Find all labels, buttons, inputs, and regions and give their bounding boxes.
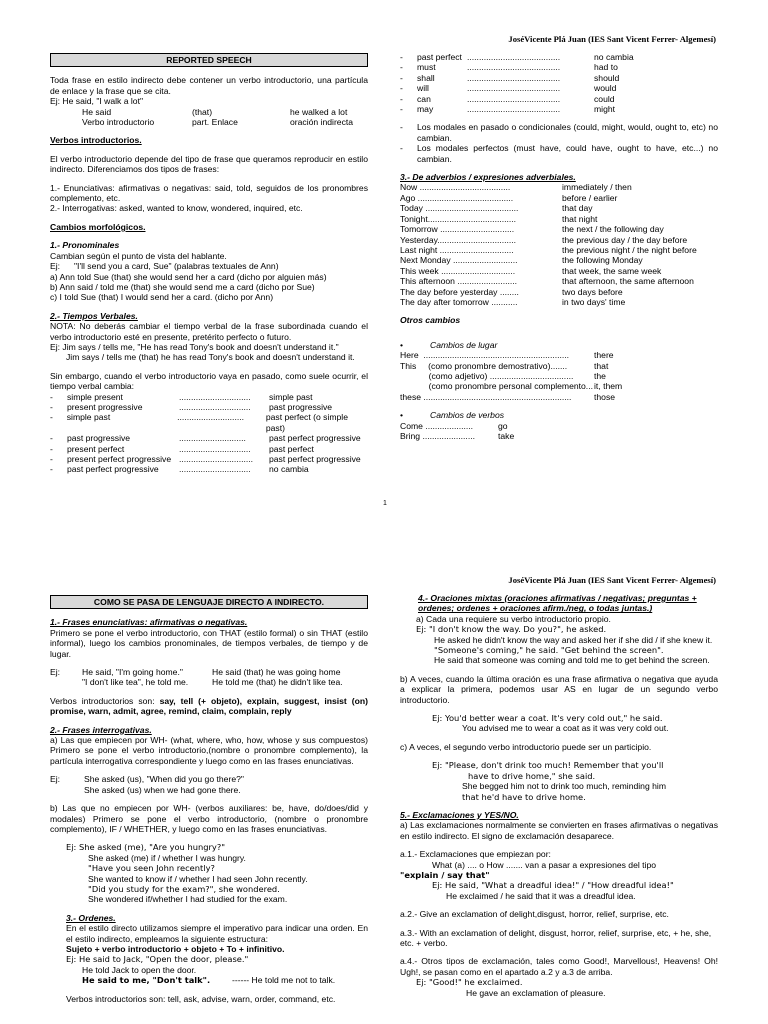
s4-b-example: You advised me to wear a coat as it was very cold out. [462,723,669,734]
example-line: She begged him not to drink too much, reminding him [462,781,666,792]
modal-from: past perfect [417,52,462,62]
modal-row [400,94,718,104]
left-column [50,53,368,475]
heading-ordenes: 3.- Ordenes. [66,912,116,923]
tense-row [50,392,368,402]
lugar-from: This (como pronombre demostrativo)....... [400,360,568,371]
s3-text: En el estilo directo utilizamos siempre el imperativo para indicar una orden. En el estilo indirecto, empleamos la siguiente estructura: [66,923,368,944]
verbo-to: go [498,420,508,431]
tense-row [50,444,368,454]
bullet-verbos: • Cambios de verbos [400,410,505,421]
example-line: "Did you study for the exam?", she wondered. [88,883,280,894]
modal-from: can [417,93,431,104]
s1-example: Ej: He said, "I'm going home." He said (that) he was going home [50,667,341,678]
s2-example: She asked (us) when we had gone there. [84,784,241,795]
adverb-row [400,203,718,213]
s3-example: He said to me, "Don't talk". ------ He told me not to talk. [82,975,336,986]
s1-text: Primero se pone el verbo introductorio, con THAT (estilo formal) o sin THAT (estilo informal), luego los cambios pronominales, de tiempos verbales, de tiempo y de lugar. [50,627,368,659]
adverb-to: the previous night / the night before [562,244,697,255]
modal-row [400,73,718,83]
s2-a: a) Las que empiecen por WH- (what, where, who, how, whose y sus compuestos) Primero se pone el verbo introductorio,(nombre o pronombre complemento), la partícula interrogativa correspondiente y luego como en las frases enunciativas. [50,735,368,766]
tense-row [50,464,368,474]
tense-to: past progressive [269,401,333,412]
modal-row [400,52,718,62]
heading-otros: Otros cambios [400,315,461,326]
verbo-from: Come .................... [400,420,474,431]
tense-from: present perfect [67,443,125,454]
s1-verbos: Verbos introductorios son: say, tell (+ objeto), explain, suggest, insist (on) promise, warn, admit, agree, remind, claim, complain, reply [50,695,368,717]
adverb-to: before / earlier [562,192,618,203]
adverb-from: This week ............................... [400,265,516,276]
lugar-list [400,350,718,402]
verbo-cambio-row [400,431,718,441]
tense-to: simple past [269,391,313,402]
modal-from: must [417,62,436,73]
adverb-from: Last night ............................... [400,244,514,255]
pron-item: c) I told Sue (that) I would send her a card. (dicho por Ann) [50,292,274,303]
adverb-row [400,287,718,297]
tense-row [50,402,368,412]
verbos-item: 1.- Enunciativas: afirmativas o negativas: said, told, seguidos de los pronombres complemento, etc. [50,182,368,204]
tense-dots: ............................... [179,454,254,464]
dash-mark: - [50,412,53,423]
adverb-to: that night [562,213,598,224]
adverb-row [400,297,718,307]
adverb-to: the next / the following day [562,224,664,235]
example-line: He said that someone was coming and told me to get behind the screen. [434,655,710,666]
s4-b-example: Ej: You'd better wear a coat. It's very cold out," he said. [432,713,663,724]
right-column [400,593,718,998]
modals-list [400,52,718,114]
verbos-text: El verbo introductorio depende del tipo de frase que queramos reproducir en estilo indirecto. Diferenciamos dos tipos de frases: [50,153,368,175]
verbo-cambio-row [400,421,718,431]
heading-pronominales: 1.- Pronominales [50,240,120,251]
tense-dots: .............................. [179,391,251,402]
s5-a1-c: "explain / say that" [400,869,490,880]
adverb-row [400,214,718,224]
adverb-to: that day [562,203,593,214]
s5-a1-example: He exclaimed / he said that it was a dreadful idea. [446,890,636,901]
heading-interrogativas: 2.- Frases interrogativas. [50,724,152,735]
dash-mark: - [50,433,53,444]
example-line: Ej: "Please, don't drink too much! Remember that you'll [432,760,664,771]
modal-dots: ....................................... [467,93,561,104]
adverb-from: Yesterday................................. [400,234,517,245]
adverb-to: the following Monday [562,255,643,266]
s5-a1: a.1.- Exclamaciones que empiezan por: [400,849,551,860]
modal-to: could [594,93,615,104]
modal-to: had to [594,62,618,73]
lugar-from: (como pronombre personal complemento... [400,381,593,392]
adverb-from: Now ...................................... [400,182,511,193]
dash-mark: - [400,72,403,83]
verbos-cambio-list [400,421,718,442]
tiempos-example: Ej: Jim says / tells me, "He has read Tony's book and doesn't understand it." [50,341,339,352]
modal-from: will [417,83,429,94]
tense-dots: ............................ [177,412,244,423]
s3-example: He told Jack to open the door. [82,964,197,975]
adverb-row [400,193,718,203]
s2-example: Ej: She asked (us), "When did you go there?" [50,774,244,785]
s5-a4-example: Ej: "Good!" he exclaimed. [416,977,523,988]
tense-from: present progressive [67,401,143,412]
example-line: "Have you seen John recently? [88,863,215,874]
verbos-item: 2.- Interrogativas: asked, wanted to know, wondered, inquired, etc. [50,203,303,214]
tense-row [50,412,368,433]
tense-to: past perfect [269,443,314,454]
modal-dots: ....................................... [467,62,561,73]
lugar-row [400,361,718,371]
s2-b-examples [50,842,368,904]
intro-text: Toda frase en estilo indirecto debe contener un verbo introductorio, una partícula de enlace y la frase que se cita. [50,75,368,96]
page-2 [0,512,768,1024]
dash-mark: - [400,93,403,104]
s3-struct: Sujeto + verbo introductorio + objeto + To + infinitivo. [66,943,285,954]
tiempos-example: Jim says / tells me (that) he has read Tony's book and doesn't understand it. [66,352,355,363]
adverb-row [400,255,718,265]
lugar-to: the [594,370,606,381]
s5-a1-b: What (a) .... o How ....... van a pasar a expresiones del tipo [432,859,657,870]
tense-dots: .............................. [179,464,251,475]
dash-mark: - [50,454,53,464]
example-line: have to drive home," she said. [468,770,596,781]
adverb-from: The day after tomorrow ........... [400,296,518,307]
right-column [400,52,718,441]
adverb-to: two days before [562,286,623,297]
modal-dots: ....................................... [467,52,561,62]
dash-mark: - [50,401,53,412]
heading-adverbios: 3.- De adverbios / expresiones adverbiales. [400,172,576,183]
tense-row [50,454,368,464]
example-line: Ej: She asked (me), "Are you hungry?" [66,842,226,853]
dash-mark: - [400,52,403,62]
example-line: She wanted to know if / whether I had seen John recently. [88,873,308,884]
example-line: Ej: "I don't know the way. Do you?", he asked. [416,624,607,635]
lugar-from: (como adjetivo) ................................... [400,370,574,381]
adverb-row [400,266,718,276]
heading-exclamaciones: 5.- Exclamaciones y YES/NO. [400,809,519,820]
example-line: that he'd have to drive home. [462,791,586,802]
adverb-from: Tomorrow ............................... [400,224,515,235]
page-header: JoséVicente Plá Juan (IES Sant Vicent Ferrer- Algemesí) [508,34,716,44]
tense-to: past perfect (o simple past) [265,412,348,433]
s4-a-examples [400,624,718,666]
modal-to: might [594,104,616,115]
s5-a4: a.4.- Otros tipos de exclamación, tales como Good!, Marvellous!, Heavens! Oh! Ugh!, se pasan como en el apartado a.2 y a.3 de arriba. [400,956,718,977]
lugar-to: it, them [594,381,623,392]
s1-example: "I don't like tea", he told me. He told me (that) he didn't like tea. [82,677,343,688]
pron-item: a) Ann told Sue (that) she would send her a card (dicho por alguien más) [50,271,327,282]
heading-cambios: Cambios morfológicos. [50,221,146,232]
modal-row [400,83,718,93]
s5-a3: a.3.- With an exclamation of delight, disgust, horror, relief, surprise, etc, + he, she, etc. + verbo. [400,927,712,948]
modal-dots: ....................................... [467,104,561,115]
adverb-row [400,235,718,245]
s4-b: b) A veces, cuando la última oración es una frase afirmativa o negativa que ayuda a explicar la primera, podemos usar AS en lugar de un segundo verbo introductorio. [400,673,718,705]
s5-a: a) Las exclamaciones normalmente se convierten en frases afirmativas o negativas en estilo indirecto. El signo de exclamación desaparece. [400,820,718,841]
example-row: He said (that) he walked a lot [82,106,348,117]
lugar-row [400,392,718,402]
adverb-from: Tonight..................................... [400,213,517,224]
lugar-row [400,350,718,360]
dash-mark: - [400,104,403,115]
adverb-to: in two days' time [562,296,626,307]
heading-tiempos: 2.- Tiempos Verbales. [50,310,138,321]
modal-dots: ....................................... [467,83,561,94]
tiempos-sin: Sin embargo, cuando el verbo introductorio vaya en pasado, como suele ocurrir, el tiempo verbal cambia: [50,370,368,392]
example-row: Verbo introductorio part. Enlace oración indirecta [82,117,354,128]
lugar-from: these .............................................................. [400,391,572,402]
section-title: COMO SE PASA DE LENGUAJE DIRECTO A INDIRECTO. [50,595,368,609]
left-column [50,595,368,1004]
lugar-to: there [594,350,614,361]
adverb-from: Today ....................................... [400,203,519,214]
modal-from: shall [417,72,435,83]
example-line: She wondered if/whether I had studied for the exam. [88,894,288,905]
adverb-to: that week, the same week [562,265,662,276]
pron-item: b) Ann said / told me (that) she would send me a card (dicho por Sue) [50,281,315,292]
page-number: 1 [383,500,387,507]
s3-example: Ej: He said to Jack, "Open the door, please." [66,954,249,965]
tense-to: past perfect progressive [269,454,361,464]
verbo-from: Bring ...................... [400,431,475,441]
lugar-to: those [594,391,616,402]
modal-to: would [594,83,617,94]
heading-verbos: Verbos introductorios. [50,135,142,146]
adverb-to: that afternoon, the same afternoon [562,276,694,287]
modal-row [400,62,718,72]
example-line: She asked (me) if / whether I was hungry. [88,852,246,863]
s3-verbos: Verbos introductorios son: tell, ask, advise, warn, order, command, etc. [66,993,336,1004]
lugar-row [400,381,718,391]
tense-to: past perfect progressive [269,433,361,444]
dash-mark: - [50,464,53,475]
tense-dots: ............................ [179,433,246,444]
lugar-row [400,371,718,381]
modal-to: no cambia [594,52,634,62]
adverb-row [400,245,718,255]
s4-c: c) A veces, el segundo verbo introductorio puede ser un participio. [400,741,652,752]
adverb-to: immediately / then [562,182,632,193]
tenses-list [50,392,368,475]
example-line: He asked he didn't know the way and asked her if she did / if she knew it. [434,634,713,645]
tense-from: simple past [66,412,111,423]
adverb-from: The day before yesterday ........ [400,286,519,297]
pron-example: Ej: "I'll send you a card, Sue" (palabras textuales de Ann) [50,261,279,272]
adverb-row [400,276,718,286]
adverb-from: This afternoon ......................... [400,276,518,287]
tense-from: past progressive [67,433,131,444]
modal-note: - Los modales en pasado o condicionales (could, might, would, ought to, etc) no cambian. [400,122,718,143]
tense-from: simple present [67,391,123,402]
bullet-lugar: • Cambios de lugar [400,339,498,350]
modal-from: may [417,104,434,115]
lugar-to: that [594,360,609,371]
adverb-from: Ago ........................................ [400,192,514,203]
adverb-row [400,182,718,192]
modal-dots: ....................................... [467,72,561,83]
heading-enunciativas: 1.- Frases enunciativas: afirmativas o negativas. [50,617,248,628]
s4-c-examples [400,760,718,802]
tense-to: no cambia [269,464,309,475]
modal-note: - Los modales perfectos (must have, could have, ought to have, etc...) no cambian. [400,143,718,164]
page-header: JoséVicente Plá Juan (IES Sant Vicent Ferrer- Algemesí) [508,575,716,585]
section-title: REPORTED SPEECH [50,53,368,67]
tense-dots: .............................. [179,443,251,454]
tense-dots: .............................. [179,401,251,412]
lugar-from: Here ............................................................. [400,350,570,361]
pron-text: Cambian según el punto de vista del hablante. [50,250,227,261]
heading-mixtas: 4.- Oraciones mixtas (oraciones afirmativas / negativas; preguntas + ordenes; ordenes + oraciones afirm./neg, o todas juntas.) [418,593,697,614]
s4-a: a) Cada una requiere su verbo introductorio propio. [416,613,611,624]
adverb-to: the previous day / the day before [562,234,688,245]
modal-to: should [594,72,620,83]
example-line: Ej: He said, "I walk a lot" [50,96,144,107]
example-line: "Someone's coming," he said. "Get behind the screen". [434,645,664,656]
dash-mark: - [50,391,53,402]
modal-row [400,104,718,114]
s5-a4-example: He gave an exclamation of pleasure. [466,987,606,998]
s5-a1-example: Ej: He said, "What a dreadful idea!" / "How dreadful idea!" [432,880,674,891]
s2-b: b) Las que no empiecen por WH- (verbos auxiliares: be, have, do/does/did y modales) Primero se pone el verbo introductorio, (nombre o pronombre complemento), IF / WHETHER, y luego como en las frases enunciativas. [50,803,368,834]
tense-from: present perfect progressive [67,454,172,464]
tense-from: past perfect progressive [67,464,159,475]
adverbs-list [400,182,718,307]
tense-row [50,433,368,443]
dash-mark: - [50,443,53,454]
dash-mark: - [400,62,403,73]
verbo-to: take [498,431,515,441]
dash-mark: - [400,83,403,94]
tiempos-nota: NOTA: No deberás cambiar el tiempo verbal de la frase subordinada cuando el verbo introductorio esté en presente, pretérito perfecto o futuro. [50,321,368,342]
adverb-from: Next Monday ........................... [400,255,518,266]
adverb-row [400,224,718,234]
s5-a2: a.2.- Give an exclamation of delight,disgust, horror, relief, surprise, etc. [400,909,669,920]
